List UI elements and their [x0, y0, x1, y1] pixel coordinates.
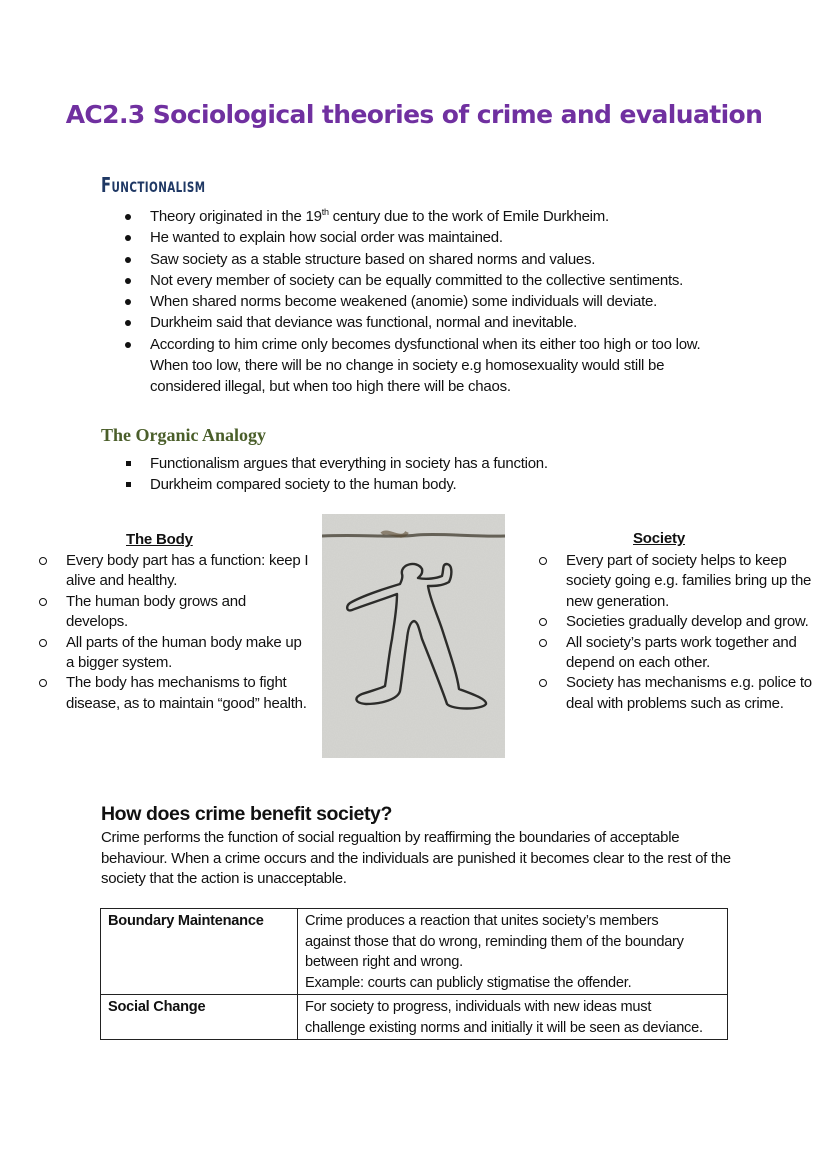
square-bullet-icon	[126, 482, 131, 487]
society-column-heading: Society	[633, 530, 685, 547]
list-item: Every part of society helps to keep society going e.g. families bring up the new generation.	[539, 551, 819, 612]
circle-bullet-icon	[39, 557, 47, 565]
list-item: Society has mechanisms e.g. police to deal with problems such as crime.	[539, 673, 819, 714]
crime-function-table	[100, 908, 728, 1040]
circle-bullet-icon	[39, 639, 47, 647]
table-term: Social Change	[101, 995, 298, 1040]
list-item: According to him crime only becomes dysfunctional when its either too high or too low. When too low, there will be no change in society e.g homosexuality would still be considered illegal, but when too high there will be chaos.	[121, 334, 715, 398]
society-list	[539, 551, 819, 714]
bullet-icon	[125, 235, 131, 241]
list-item: The body has mechanisms to fight disease, as to maintain “good” health.	[39, 673, 309, 714]
table-description: Crime produces a reaction that unites society’s members against those that do wrong, reminding them of the boundary between right and wrong. Example: courts can publicly stigmatise the offender.	[298, 909, 728, 995]
list-item: Durkheim compared society to the human body.	[121, 474, 741, 495]
organic-analogy-heading: The Organic Analogy	[101, 425, 267, 445]
crime-benefit-heading: How does crime benefit society?	[101, 803, 393, 825]
list-item: Saw society as a stable structure based on shared norms and values.	[121, 249, 761, 270]
chalk-outline-image	[322, 514, 505, 758]
organic-analogy-list	[121, 453, 741, 496]
list-item: Not every member of society can be equally committed to the collective sentiments.	[121, 270, 761, 291]
square-bullet-icon	[126, 461, 131, 466]
circle-bullet-icon	[539, 557, 547, 565]
circle-bullet-icon	[539, 639, 547, 647]
list-item: All society’s parts work together and depend on each other.	[539, 633, 826, 674]
table-row	[101, 909, 728, 995]
list-item: Theory originated in the 19th century due to the work of Emile Durkheim.	[121, 206, 761, 227]
circle-bullet-icon	[39, 679, 47, 687]
list-item: Functionalism argues that everything in society has a function.	[121, 453, 741, 474]
list-item: When shared norms become weakened (anomie) some individuals will deviate.	[121, 291, 761, 312]
chalk-outline-icon	[322, 514, 505, 758]
body-column-heading: The Body	[126, 531, 193, 548]
list-item: Every body part has a function: keep I alive and healthy.	[39, 551, 309, 592]
bullet-icon	[125, 320, 131, 326]
list-item: Societies gradually develop and grow.	[539, 612, 819, 632]
circle-bullet-icon	[539, 679, 547, 687]
list-item: Durkheim said that deviance was functional, normal and inevitable.	[121, 312, 761, 333]
bullet-icon	[125, 299, 131, 305]
circle-bullet-icon	[539, 618, 547, 626]
functionalism-list	[121, 206, 761, 398]
bullet-icon	[125, 214, 131, 220]
table-description: For society to progress, individuals with new ideas must challenge existing norms and initially it will be seen as deviance.	[298, 995, 728, 1040]
list-item: All parts of the human body make up a bigger system.	[39, 633, 309, 674]
crime-benefit-paragraph: Crime performs the function of social regualtion by reaffirming the boundaries of acceptable behaviour. When a crime occurs and the individuals are punished it becomes clear to the rest of the society that the action is unacceptable.	[101, 829, 731, 887]
table-term: Boundary Maintenance	[101, 909, 298, 995]
table-row	[101, 995, 728, 1040]
bullet-icon	[125, 278, 131, 284]
page-title: AC2.3 Sociological theories of crime and evaluation	[65, 100, 763, 129]
circle-bullet-icon	[39, 598, 47, 606]
bullet-icon	[125, 257, 131, 263]
list-item: The human body grows and develops.	[39, 592, 281, 633]
bullet-icon	[125, 342, 131, 348]
list-item: He wanted to explain how social order was maintained.	[121, 227, 761, 248]
body-list	[39, 551, 309, 714]
functionalism-heading: Functionalism	[101, 173, 206, 197]
